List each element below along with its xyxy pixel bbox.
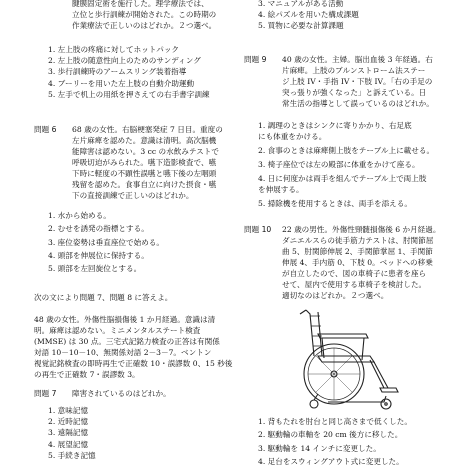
text-line: 40 歳の女性。主婦。脳出血後 3 年経過。右 bbox=[282, 55, 433, 64]
option[interactable]: 4. 頭部を伸展位に保持する。 bbox=[48, 250, 149, 260]
q10-options bbox=[244, 416, 449, 469]
question-stem bbox=[282, 224, 449, 301]
option[interactable]: 1. 背もたれを肘台と同じ高さまで低くした。 bbox=[258, 417, 412, 426]
question-10 bbox=[244, 224, 449, 301]
text-line: 能障害は認めない。3 cc の水飲みテストで bbox=[72, 147, 219, 156]
text-line: の再生で正確数 7・誤謬数 3。 bbox=[34, 370, 140, 379]
option[interactable]: 4. 展望記憶 bbox=[48, 439, 89, 449]
option[interactable]: 2. むせを誘発の指標とする。 bbox=[48, 224, 149, 234]
option[interactable]: 1. 水から始める。 bbox=[48, 211, 111, 220]
question-number: 問題 6 bbox=[34, 125, 57, 134]
question-6 bbox=[34, 124, 234, 201]
option[interactable]: 3. 座位姿勢は垂直座位で始める。 bbox=[48, 237, 164, 247]
text-line: 立位と歩行訓練が開始された。この時期の bbox=[72, 10, 217, 19]
option[interactable]: 1. 意味記憶 bbox=[48, 406, 89, 415]
question-stem bbox=[282, 54, 449, 109]
question-stem: 障害されているのはどれか。 bbox=[72, 389, 171, 398]
question-9 bbox=[244, 54, 449, 109]
text-line: 左片麻痺を認めた。意識は清明。高次脳機 bbox=[72, 136, 217, 145]
q9-options bbox=[244, 120, 449, 209]
option[interactable]: 3. マニュアルがある活動 bbox=[258, 0, 344, 8]
q5-stem-continuation bbox=[34, 0, 234, 31]
text-line: 下時に軽度の不顕性誤嚥と嚥下後の左咽頭 bbox=[72, 169, 217, 178]
text-line: 片麻痺。上肢のブルンストローム法ステー bbox=[282, 66, 426, 75]
text-line: (MMSE) は 30 点。三宅式記銘力検査の正答は有関係 bbox=[34, 337, 220, 346]
option[interactable]: 5. 買物に必要な計算課題 bbox=[258, 21, 344, 30]
text-line: ジ上肢 IV・手指 IV・下肢 IV。「右の手足の bbox=[282, 77, 433, 86]
option[interactable]: 4. 日に何度かは両手を組んでテーブル上で両上肢 bbox=[258, 174, 427, 183]
text-line: 68 歳の女性。右脳梗塞発症 7 日目。重度の bbox=[72, 125, 223, 134]
option[interactable]: 5. 手続き記憶 bbox=[48, 450, 96, 460]
q7-options bbox=[34, 405, 234, 461]
option[interactable]: 4. ブーリーを用いた左上肢の自動介助運動 bbox=[48, 78, 195, 88]
q6-options bbox=[34, 210, 234, 276]
option[interactable]: 2. 近時記憶 bbox=[48, 417, 89, 427]
option[interactable]: 4. 絵パズルを用いた構成課題 bbox=[258, 10, 359, 19]
option-continuation: にも体重をかける。 bbox=[258, 132, 327, 141]
question-7 bbox=[34, 388, 234, 399]
text-line: 腱膜固定術を施行した。理学療法では、 bbox=[72, 0, 209, 8]
option[interactable]: 5. 頭部を左回旋位とする。 bbox=[48, 264, 142, 274]
text-line: 視覚記銘検査の即時再生で正確数 10・誤謬数 0、15 秒後 bbox=[34, 359, 233, 368]
option[interactable]: 2. 駆動輪の車軸を 20 cm 後方に移した。 bbox=[258, 430, 403, 440]
question-number: 問題 10 bbox=[244, 225, 272, 234]
text-line: 呼吸切迫がみられた。嚥下造影検査で、嚥 bbox=[72, 158, 217, 167]
case-description bbox=[34, 314, 234, 380]
option[interactable]: 5. 左手で机上の用紙を押さえての右手書字訓練 bbox=[48, 89, 210, 99]
text-line: 22 歳の男性。外傷性頸髄損傷後 6 か月経過。 bbox=[282, 225, 441, 234]
option[interactable]: 5. 掃除機を使用するときは、両手を添える。 bbox=[258, 199, 412, 208]
text-line: 残留を認めた。食事自立に向けた摂食・嚥 bbox=[72, 180, 217, 189]
question-number: 問題 9 bbox=[244, 55, 267, 64]
text-line: 適切なのはどれか。２つ選べ。 bbox=[282, 291, 389, 300]
wheelchair-illustration bbox=[288, 304, 408, 412]
option[interactable]: 1. 左上肢の疼痛に対してホットパック bbox=[48, 45, 180, 54]
option[interactable]: 3. 椅子座位では左の殿部に体重をかけて座る。 bbox=[258, 160, 420, 169]
text-line: ダニエルスらの徒手筋力テストは、肘関節屈 bbox=[282, 236, 434, 245]
text-line: 作業療法で正しいのはどれか。２つ選べ。 bbox=[72, 21, 217, 30]
text-line: 48 歳の女性。外傷性脳損傷後 1 か月経過。意識は清 bbox=[34, 315, 216, 324]
option[interactable]: 2. 食事のときは麻痺側上肢をテーブル上に載せる。 bbox=[258, 146, 435, 155]
text-line: 曲 5、肘関節伸展 2、手関節掌屈 1、手関節 bbox=[282, 247, 433, 256]
option[interactable]: 3. 遠隔記憶 bbox=[48, 428, 89, 438]
q8-options-continuation bbox=[244, 0, 449, 31]
question-stem bbox=[72, 124, 234, 201]
text-line: 常生活の指導として誤っているのはどれか。 bbox=[282, 99, 434, 108]
question-number: 問題 7 bbox=[34, 389, 57, 398]
text-line: 明。麻痺は認めない。ミニメンタルステート検査 bbox=[34, 326, 201, 335]
shared-instruction: 次の文により問題 7、問題 8 に答えよ。 bbox=[34, 293, 173, 302]
text-line: せて、屋内で使用する車椅子を検討した。 bbox=[282, 280, 427, 289]
text-line: 対語 10－10－10、無関係対語 2－3－7。ベントン bbox=[34, 348, 212, 357]
text-line: 下の直接訓練で正しいのはどれか。 bbox=[72, 191, 194, 200]
option[interactable]: 4. 足台をスウィングアウト式に変更した。 bbox=[258, 456, 404, 466]
q5-options bbox=[34, 44, 234, 100]
option-continuation: を伸展する。 bbox=[258, 185, 304, 194]
option[interactable]: 3. 歩行訓練時のアームスリング装着指導 bbox=[48, 67, 187, 77]
option[interactable]: 2. 左上肢の随意性向上のためのサンディング bbox=[48, 56, 201, 66]
text-line: が自立したので、図の車椅子に患者を座ら bbox=[282, 269, 427, 278]
text-line: 伸展 4、手内筋 0、下肢 0。ベッドへの移乗 bbox=[282, 258, 433, 267]
option[interactable]: 1. 調理のときはシンクに寄りかかり、右足底 bbox=[258, 121, 412, 130]
text-line: 突っ張りが強くなった」と訴えている。日 bbox=[282, 88, 427, 97]
option[interactable]: 3. 駆動輪を 14 インチに変更した。 bbox=[258, 443, 381, 453]
